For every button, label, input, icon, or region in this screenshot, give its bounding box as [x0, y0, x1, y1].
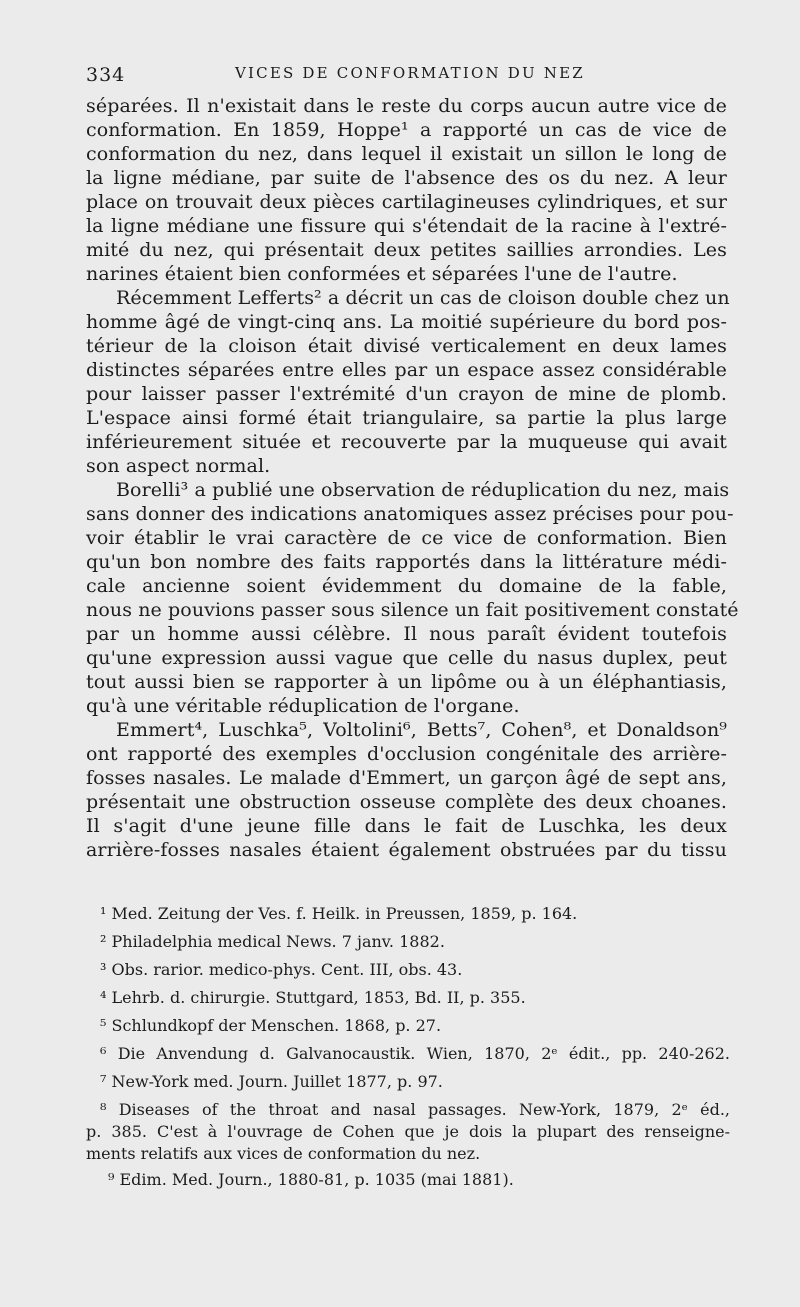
body-line: conformation du nez, dans lequel il existait un sillon le long de — [86, 143, 727, 165]
body-line: par un homme aussi célèbre. Il nous paraît évident toutefois — [86, 623, 727, 645]
body-line: Récemment Lefferts² a décrit un cas de cloison double chez un — [116, 287, 730, 309]
running-title: VICES DE CONFORMATION DU NEZ — [235, 64, 585, 82]
body-line: tout aussi bien se rapporter à un lipôme ou à un éléphantiasis, — [86, 671, 727, 693]
body-line: L'espace ainsi formé était triangulaire, sa partie la plus large — [86, 407, 727, 429]
body-line: la ligne médiane une fissure qui s'étendait de la racine à l'extré- — [86, 215, 727, 237]
body-line: conformation. En 1859, Hoppe¹ a rapporté un cas de vice de — [86, 119, 727, 141]
body-line: nous ne pouvions passer sous silence un fait positivement constaté — [86, 599, 739, 621]
body-line: homme âgé de vingt-cinq ans. La moitié supérieure du bord pos- — [86, 311, 727, 333]
footnote: p. 385. C'est à l'ouvrage de Cohen que je dois la plupart des renseigne- — [86, 1122, 730, 1141]
body-line: pour laisser passer l'extrémité d'un crayon de mine de plomb. — [86, 383, 727, 405]
body-line: la ligne médiane, par suite de l'absence des os du nez. A leur — [86, 167, 727, 189]
body-line: fosses nasales. Le malade d'Emmert, un garçon âgé de sept ans, — [86, 767, 727, 789]
body-line: cale ancienne soient évidemment du domaine de la fable, — [86, 575, 727, 597]
body-line: sans donner des indications anatomiques assez précises pour pou- — [86, 503, 734, 525]
body-line: séparées. Il n'existait dans le reste du corps aucun autre vice de — [86, 95, 727, 117]
body-line: qu'un bon nombre des faits rapportés dans la littérature médi- — [86, 551, 727, 573]
body-line: présentait une obstruction osseuse complète des deux choanes. — [86, 791, 727, 813]
body-line: qu'une expression aussi vague que celle du nasus duplex, peut — [86, 647, 727, 669]
body-line: Il s'agit d'une jeune fille dans le fait de Luschka, les deux — [86, 815, 727, 837]
footnote: ⁹ Edim. Med. Journ., 1880-81, p. 1035 (mai 1881). — [108, 1170, 514, 1189]
body-line: voir établir le vrai caractère de ce vice de conformation. Bien — [86, 527, 727, 549]
body-line: arrière-fosses nasales étaient également obstruées par du tissu — [86, 839, 727, 861]
page-number: 334 — [86, 64, 126, 86]
footnote: ⁷ New-York med. Journ. Juillet 1877, p. 97. — [100, 1072, 443, 1091]
body-line: Emmert⁴, Luschka⁵, Voltolini⁶, Betts⁷, Cohen⁸, et Donaldson⁹ — [116, 719, 727, 741]
body-line: mité du nez, qui présentait deux petites saillies arrondies. Les — [86, 239, 727, 261]
body-line: térieur de la cloison était divisé verticalement en deux lames — [86, 335, 727, 357]
footnote: ments relatifs aux vices de conformation du nez. — [86, 1144, 481, 1163]
footnote: ³ Obs. rarior. medico-phys. Cent. III, obs. 43. — [100, 960, 463, 979]
footnote: ⁴ Lehrb. d. chirurgie. Stuttgard, 1853, Bd. II, p. 355. — [100, 988, 526, 1007]
body-line: place on trouvait deux pièces cartilagineuses cylindriques, et sur — [86, 191, 727, 213]
body-line: Borelli³ a publié une observation de réduplication du nez, mais — [116, 479, 730, 501]
body-line: qu'à une véritable réduplication de l'organe. — [86, 695, 520, 717]
body-line: distinctes séparées entre elles par un espace assez considérable — [86, 359, 727, 381]
footnote: ⁶ Die Anvendung d. Galvanocaustik. Wien, 1870, 2ᵉ édit., pp. 240-262. — [100, 1044, 730, 1063]
footnote: ⁵ Schlundkopf der Menschen. 1868, p. 27. — [100, 1016, 442, 1035]
body-line: inférieurement située et recouverte par la muqueuse qui avait — [86, 431, 727, 453]
body-line: narines étaient bien conformées et séparées l'une de l'autre. — [86, 263, 678, 285]
footnote: ¹ Med. Zeitung der Ves. f. Heilk. in Preussen, 1859, p. 164. — [100, 904, 578, 923]
body-line: son aspect normal. — [86, 455, 271, 477]
footnote: ² Philadelphia medical News. 7 janv. 1882. — [100, 932, 445, 951]
body-line: ont rapporté des exemples d'occlusion congénitale des arrière- — [86, 743, 727, 765]
footnote: ⁸ Diseases of the throat and nasal passages. New-York, 1879, 2ᵉ éd., — [100, 1100, 730, 1119]
